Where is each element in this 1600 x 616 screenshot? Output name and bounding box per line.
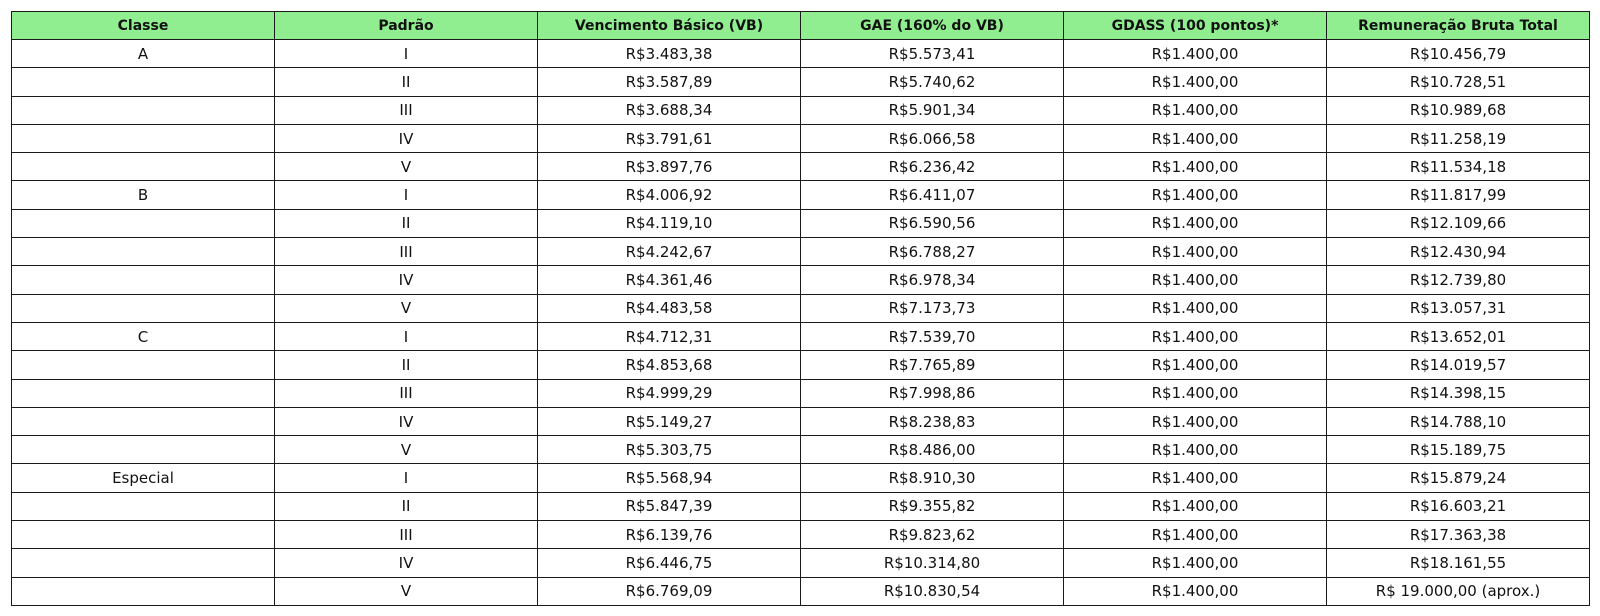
cell-vencimento-basico: R$4.006,92 [538, 181, 801, 209]
table-row [12, 238, 1590, 266]
cell-gdass: R$1.400,00 [1064, 124, 1327, 152]
table-row [12, 294, 1590, 322]
cell-remuneracao-bruta-total: R$10.989,68 [1327, 96, 1590, 124]
cell-remuneracao-bruta-total: R$10.456,79 [1327, 40, 1590, 68]
cell-classe [12, 266, 275, 294]
cell-padrao: II [275, 68, 538, 96]
table-row [12, 464, 1590, 492]
table-row [12, 351, 1590, 379]
cell-gae: R$7.765,89 [801, 351, 1064, 379]
cell-gae: R$7.173,73 [801, 294, 1064, 322]
cell-gae: R$7.998,86 [801, 379, 1064, 407]
cell-gae: R$9.823,62 [801, 521, 1064, 549]
cell-gdass: R$1.400,00 [1064, 322, 1327, 350]
cell-gdass: R$1.400,00 [1064, 436, 1327, 464]
cell-padrao: IV [275, 407, 538, 435]
table-row [12, 266, 1590, 294]
cell-classe [12, 521, 275, 549]
cell-remuneracao-bruta-total: R$12.739,80 [1327, 266, 1590, 294]
cell-remuneracao-bruta-total: R$13.652,01 [1327, 322, 1590, 350]
cell-classe: Especial [12, 464, 275, 492]
cell-padrao: V [275, 436, 538, 464]
cell-remuneracao-bruta-total: R$16.603,21 [1327, 492, 1590, 520]
cell-classe [12, 124, 275, 152]
cell-padrao: III [275, 521, 538, 549]
cell-padrao: IV [275, 549, 538, 577]
cell-remuneracao-bruta-total: R$11.534,18 [1327, 153, 1590, 181]
cell-classe [12, 294, 275, 322]
cell-padrao: I [275, 181, 538, 209]
cell-vencimento-basico: R$4.999,29 [538, 379, 801, 407]
cell-gae: R$5.740,62 [801, 68, 1064, 96]
cell-vencimento-basico: R$5.149,27 [538, 407, 801, 435]
header-gae: GAE (160% do VB) [801, 12, 1064, 40]
cell-classe [12, 436, 275, 464]
table-row [12, 209, 1590, 237]
table-row [12, 124, 1590, 152]
table-row [12, 322, 1590, 350]
cell-gdass: R$1.400,00 [1064, 266, 1327, 294]
cell-remuneracao-bruta-total: R$14.398,15 [1327, 379, 1590, 407]
cell-vencimento-basico: R$3.688,34 [538, 96, 801, 124]
cell-gdass: R$1.400,00 [1064, 96, 1327, 124]
cell-gae: R$9.355,82 [801, 492, 1064, 520]
cell-vencimento-basico: R$4.119,10 [538, 209, 801, 237]
salary-table [11, 11, 1590, 606]
cell-remuneracao-bruta-total: R$12.109,66 [1327, 209, 1590, 237]
cell-gdass: R$1.400,00 [1064, 577, 1327, 605]
cell-remuneracao-bruta-total: R$15.189,75 [1327, 436, 1590, 464]
cell-vencimento-basico: R$6.769,09 [538, 577, 801, 605]
table-row [12, 521, 1590, 549]
cell-gdass: R$1.400,00 [1064, 549, 1327, 577]
cell-gdass: R$1.400,00 [1064, 351, 1327, 379]
cell-remuneracao-bruta-total: R$14.788,10 [1327, 407, 1590, 435]
cell-padrao: IV [275, 124, 538, 152]
cell-gdass: R$1.400,00 [1064, 238, 1327, 266]
cell-gae: R$6.978,34 [801, 266, 1064, 294]
cell-remuneracao-bruta-total: R$12.430,94 [1327, 238, 1590, 266]
cell-gae: R$6.411,07 [801, 181, 1064, 209]
table-row [12, 40, 1590, 68]
cell-padrao: III [275, 238, 538, 266]
cell-vencimento-basico: R$5.568,94 [538, 464, 801, 492]
table-row [12, 153, 1590, 181]
cell-classe [12, 96, 275, 124]
cell-gae: R$8.238,83 [801, 407, 1064, 435]
header-gdass: GDASS (100 pontos)* [1064, 12, 1327, 40]
cell-vencimento-basico: R$6.446,75 [538, 549, 801, 577]
header-classe: Classe [12, 12, 275, 40]
cell-remuneracao-bruta-total: R$11.258,19 [1327, 124, 1590, 152]
table-row [12, 96, 1590, 124]
cell-remuneracao-bruta-total: R$17.363,38 [1327, 521, 1590, 549]
cell-padrao: V [275, 577, 538, 605]
cell-vencimento-basico: R$4.483,58 [538, 294, 801, 322]
cell-gdass: R$1.400,00 [1064, 153, 1327, 181]
cell-padrao: I [275, 40, 538, 68]
cell-remuneracao-bruta-total: R$13.057,31 [1327, 294, 1590, 322]
cell-padrao: III [275, 96, 538, 124]
cell-gdass: R$1.400,00 [1064, 40, 1327, 68]
table-row [12, 549, 1590, 577]
cell-classe [12, 238, 275, 266]
table-row [12, 436, 1590, 464]
cell-gae: R$5.901,34 [801, 96, 1064, 124]
cell-classe: B [12, 181, 275, 209]
cell-remuneracao-bruta-total: R$18.161,55 [1327, 549, 1590, 577]
cell-gae: R$8.910,30 [801, 464, 1064, 492]
cell-gdass: R$1.400,00 [1064, 407, 1327, 435]
cell-gae: R$6.236,42 [801, 153, 1064, 181]
cell-vencimento-basico: R$3.587,89 [538, 68, 801, 96]
cell-classe: C [12, 322, 275, 350]
cell-vencimento-basico: R$5.847,39 [538, 492, 801, 520]
table-row [12, 379, 1590, 407]
cell-gdass: R$1.400,00 [1064, 181, 1327, 209]
table-row [12, 492, 1590, 520]
table-row [12, 68, 1590, 96]
table-header [12, 12, 1590, 40]
cell-gae: R$6.788,27 [801, 238, 1064, 266]
cell-remuneracao-bruta-total: R$ 19.000,00 (aprox.) [1327, 577, 1590, 605]
cell-padrao: V [275, 153, 538, 181]
cell-classe [12, 68, 275, 96]
cell-gae: R$6.066,58 [801, 124, 1064, 152]
cell-remuneracao-bruta-total: R$14.019,57 [1327, 351, 1590, 379]
cell-vencimento-basico: R$3.897,76 [538, 153, 801, 181]
cell-gdass: R$1.400,00 [1064, 209, 1327, 237]
cell-vencimento-basico: R$3.791,61 [538, 124, 801, 152]
cell-classe [12, 492, 275, 520]
cell-vencimento-basico: R$4.853,68 [538, 351, 801, 379]
cell-padrao: I [275, 464, 538, 492]
cell-classe [12, 209, 275, 237]
header-vencimento-basico: Vencimento Básico (VB) [538, 12, 801, 40]
cell-vencimento-basico: R$4.242,67 [538, 238, 801, 266]
cell-vencimento-basico: R$4.361,46 [538, 266, 801, 294]
table-body [12, 40, 1590, 606]
cell-gae: R$10.830,54 [801, 577, 1064, 605]
header-padrao: Padrão [275, 12, 538, 40]
cell-padrao: I [275, 322, 538, 350]
cell-classe [12, 351, 275, 379]
cell-classe [12, 379, 275, 407]
header-remuneracao-bruta-total: Remuneração Bruta Total [1327, 12, 1590, 40]
table-row [12, 577, 1590, 605]
cell-padrao: II [275, 209, 538, 237]
cell-gdass: R$1.400,00 [1064, 492, 1327, 520]
cell-classe [12, 153, 275, 181]
header-row [12, 12, 1590, 40]
cell-padrao: II [275, 492, 538, 520]
cell-remuneracao-bruta-total: R$10.728,51 [1327, 68, 1590, 96]
cell-gdass: R$1.400,00 [1064, 521, 1327, 549]
cell-vencimento-basico: R$6.139,76 [538, 521, 801, 549]
cell-vencimento-basico: R$3.483,38 [538, 40, 801, 68]
cell-padrao: IV [275, 266, 538, 294]
cell-classe: A [12, 40, 275, 68]
table-row [12, 181, 1590, 209]
cell-gdass: R$1.400,00 [1064, 464, 1327, 492]
cell-classe [12, 407, 275, 435]
cell-gae: R$7.539,70 [801, 322, 1064, 350]
cell-classe [12, 577, 275, 605]
cell-padrao: V [275, 294, 538, 322]
cell-padrao: II [275, 351, 538, 379]
cell-gae: R$8.486,00 [801, 436, 1064, 464]
cell-vencimento-basico: R$4.712,31 [538, 322, 801, 350]
cell-padrao: III [275, 379, 538, 407]
cell-classe [12, 549, 275, 577]
cell-gae: R$5.573,41 [801, 40, 1064, 68]
cell-gdass: R$1.400,00 [1064, 68, 1327, 96]
table-row [12, 407, 1590, 435]
cell-remuneracao-bruta-total: R$11.817,99 [1327, 181, 1590, 209]
cell-remuneracao-bruta-total: R$15.879,24 [1327, 464, 1590, 492]
cell-gae: R$6.590,56 [801, 209, 1064, 237]
cell-gdass: R$1.400,00 [1064, 294, 1327, 322]
cell-gdass: R$1.400,00 [1064, 379, 1327, 407]
cell-gae: R$10.314,80 [801, 549, 1064, 577]
cell-vencimento-basico: R$5.303,75 [538, 436, 801, 464]
